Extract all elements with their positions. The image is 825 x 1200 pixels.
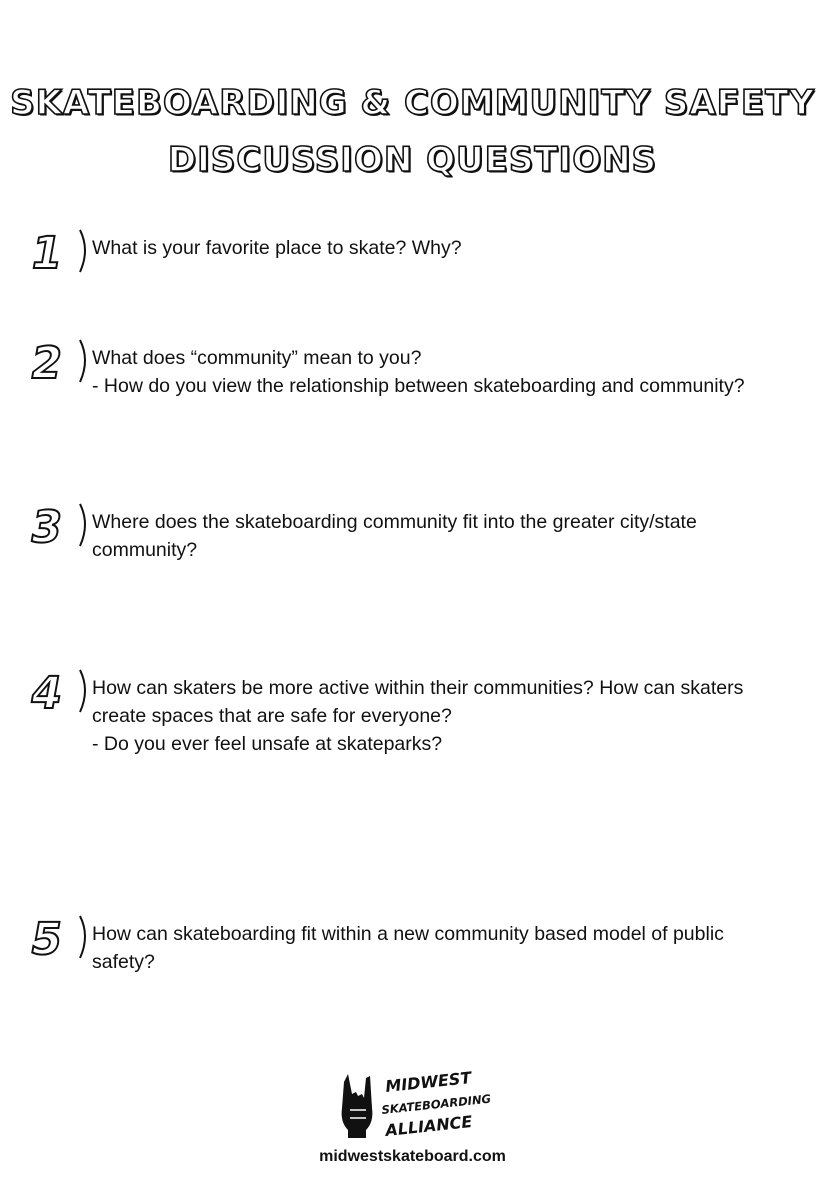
question-1-line-1: What is your favorite place to skate? Why?	[92, 237, 462, 259]
question-5-line-2: safety?	[92, 951, 155, 973]
question-2-line-2: - How do you view the relationship between skateboarding and community?	[92, 375, 745, 397]
question-number-2-glyph: 2	[26, 338, 67, 389]
question-3-line-2: community?	[92, 539, 198, 561]
question-1-text	[92, 234, 810, 262]
question-4-text	[92, 674, 810, 758]
question-number-5-glyph: 5	[26, 914, 67, 965]
question-number-1	[26, 226, 90, 279]
question-4-line-1: How can skaters be more active within their communities? How can skaters	[92, 677, 744, 699]
logo-word-alliance: ALLIANCE	[384, 1111, 474, 1140]
question-4-line-2: create spaces that are safe for everyone?	[92, 705, 452, 727]
question-number-5	[26, 912, 90, 965]
midwest-skateboarding-alliance-logo	[336, 1068, 496, 1148]
rock-hand-icon	[342, 1074, 373, 1138]
page-title: SKATEBOARDING & COMMUNITY SAFETY	[10, 83, 815, 123]
question-4-line-3: - Do you ever feel unsafe at skateparks?	[92, 733, 443, 755]
question-2-text	[92, 344, 810, 400]
logo-word-skateboarding: SKATEBOARDING	[380, 1091, 492, 1117]
question-2-line-1: What does “community” mean to you?	[92, 347, 422, 369]
question-number-4-glyph: 4	[26, 668, 67, 719]
website-url: midwestskateboard.com	[319, 1148, 506, 1165]
question-number-2	[26, 336, 90, 389]
question-3-line-1: Where does the skateboarding community fit into the greater city/state	[92, 511, 697, 533]
question-number-3-glyph: 3	[26, 502, 67, 553]
question-5-line-1: How can skateboarding fit within a new community based model of public	[92, 923, 724, 945]
question-number-3	[26, 500, 90, 553]
question-5-text	[92, 920, 810, 976]
question-3-text	[92, 508, 810, 564]
question-number-4	[26, 666, 90, 719]
page-subtitle: DISCUSSION QUESTIONS	[167, 140, 658, 180]
question-number-1-glyph: 1	[26, 228, 67, 279]
logo-word-midwest: MIDWEST	[384, 1068, 473, 1096]
